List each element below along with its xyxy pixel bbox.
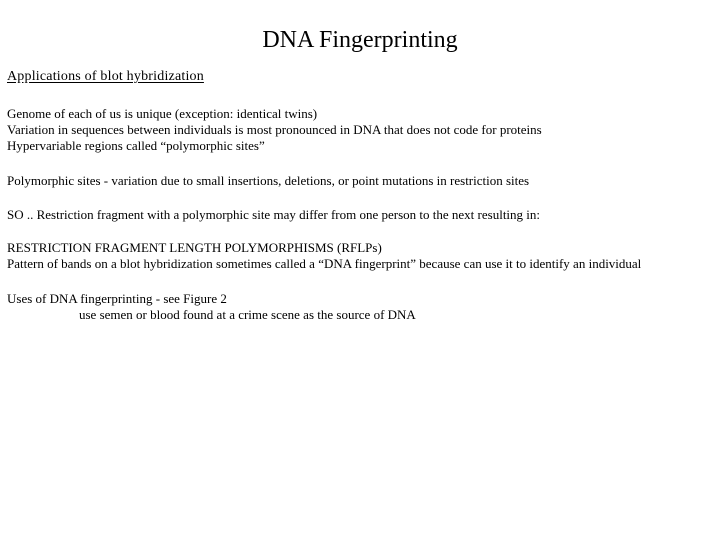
text-line: RESTRICTION FRAGMENT LENGTH POLYMORPHISMS (RFLPs)	[7, 240, 382, 255]
text-line: Variation in sequences between individuals is most pronounced in DNA that does not code for proteins	[7, 122, 542, 137]
text-line: Uses of DNA fingerprinting - see Figure 2	[7, 291, 227, 306]
paragraph-uses	[7, 291, 416, 323]
slide-subtitle: Applications of blot hybridization	[7, 69, 204, 84]
paragraph-rflps	[7, 240, 641, 272]
text-line-indented: use semen or blood found at a crime scene as the source of DNA	[79, 307, 416, 322]
text-line: Polymorphic sites - variation due to small insertions, deletions, or point mutations in restriction sites	[7, 173, 530, 188]
text-line: Pattern of bands on a blot hybridization sometimes called a “DNA fingerprint” because can use it to identify an individual	[7, 256, 642, 271]
slide-title: DNA Fingerprinting	[262, 27, 458, 53]
text-line: Hypervariable regions called “polymorphic sites”	[7, 138, 265, 153]
paragraph-genome-uniqueness	[7, 106, 542, 154]
text-line: Genome of each of us is unique (exception: identical twins)	[7, 106, 318, 121]
paragraph-restriction-fragment	[7, 207, 540, 223]
text-line: SO .. Restriction fragment with a polymorphic site may differ from one person to the next resulting in:	[7, 207, 541, 222]
paragraph-polymorphic-sites	[7, 173, 529, 189]
